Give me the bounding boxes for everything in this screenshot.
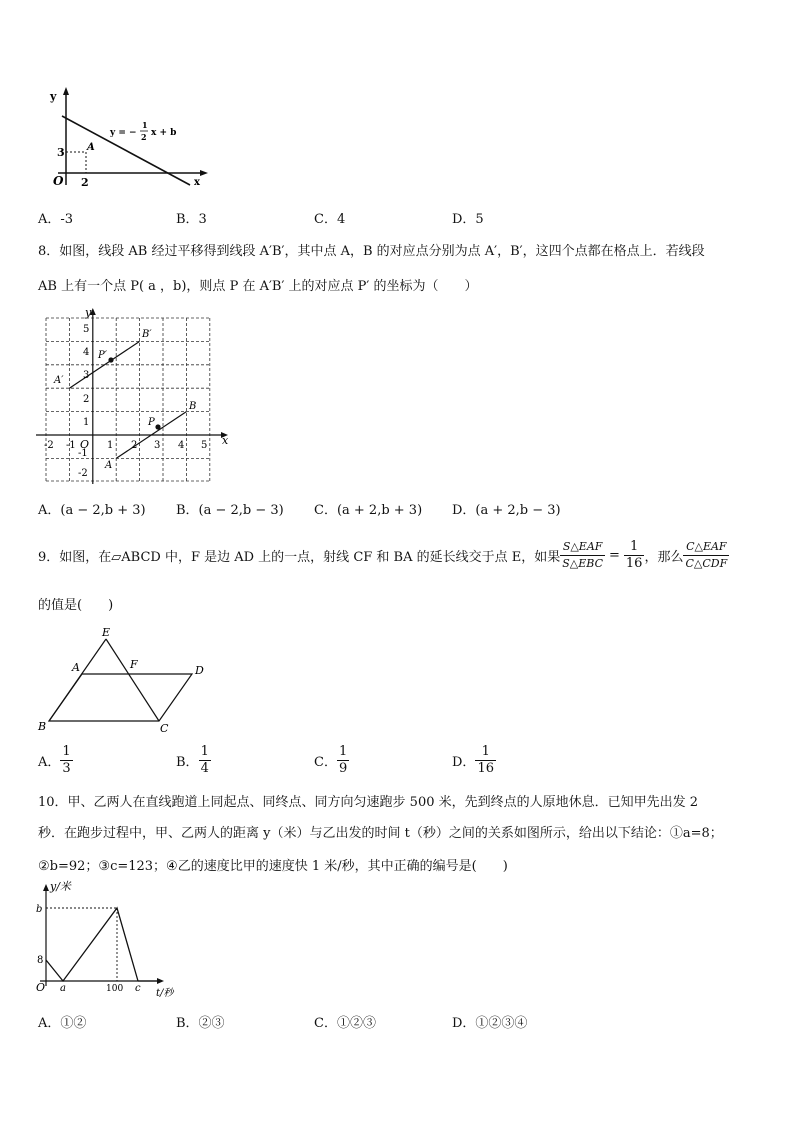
q10-option-a[interactable]: A．①② (38, 1016, 87, 1031)
q9-label-c: C (160, 722, 169, 735)
q7-tick-2: 2 (81, 176, 89, 189)
q10-origin-label: O (36, 981, 46, 994)
q8-x-tick: 3 (154, 440, 161, 451)
q7-eq-suffix: x + b (151, 128, 177, 138)
q8-option-b[interactable]: B．(a − 2,b − 3) (176, 503, 284, 518)
q8-option-c[interactable]: C．(a + 2,b + 3) (314, 503, 423, 518)
q9-option-b-num: 1 (200, 744, 209, 759)
q9-stem-text-b: ，那么 (644, 549, 684, 565)
q10-option-d[interactable]: D．①②③④ (452, 1016, 528, 1031)
q8-point-p-prime-label: P′ (98, 350, 107, 361)
q9-stem-line1 (38, 534, 729, 576)
q9-area-ratio-num: S△EAF (560, 539, 605, 556)
q8-option-a[interactable]: A．(a − 2,b + 3) (38, 503, 146, 518)
q9-option-b-fraction (199, 744, 211, 777)
q10-y-axis-label: y/米 (50, 880, 71, 893)
q10-c-label: c (135, 983, 141, 994)
q9-ratio-value-num: 1 (624, 539, 645, 556)
q8-y-tick: 4 (83, 347, 90, 358)
q8-stem-line2: AB 上有一个点 P( a ，b)，则点 P 在 A′B′ 上的对应点 P′ 的坐标为（ ） (38, 279, 478, 294)
q10-hundred-label: 100 (106, 984, 124, 994)
q8-x-tick: 2 (131, 440, 138, 451)
q10-eight-label: 8 (37, 955, 44, 966)
q10-distance-time-graph (34, 878, 184, 998)
q7-y-label: y (50, 90, 57, 103)
q9-option-b-label: B． (176, 755, 199, 770)
q9-parallelogram-figure (34, 624, 224, 736)
q8-y-tick: -2 (78, 468, 88, 479)
q9-stem-line2: 的值是( ) (38, 598, 114, 613)
q8-x-tick: 5 (201, 440, 208, 451)
q10-x-axis-label: t/秒 (156, 988, 174, 998)
q7-tick-3: 3 (57, 146, 65, 159)
q9-perimeter-ratio (683, 539, 729, 572)
q8-stem-line1: 8．如图，线段 AB 经过平移得到线段 A′B′，其中点 A，B 的对应点分别为点 A′，B′，这四个点都在格点上．若线段 (38, 244, 705, 259)
q7-eq-num: 1 (142, 120, 148, 130)
q10-b-label: b (36, 904, 43, 915)
q8-x-tick: 4 (178, 440, 185, 451)
q9-option-a-den: 3 (62, 761, 71, 776)
q8-point-a-label: A (105, 460, 113, 471)
q10-a-label: a (60, 983, 66, 994)
q8-x-tick: 1 (107, 440, 114, 451)
q7-option-b[interactable]: B．3 (176, 212, 207, 227)
q8-y-axis-label: y (85, 308, 92, 319)
q8-x-axis-label: x (222, 434, 229, 447)
q9-label-a: A (72, 661, 80, 674)
q9-option-d-fraction (475, 744, 496, 777)
q10-option-c[interactable]: C．①②③ (314, 1016, 376, 1031)
q8-origin-label: O (80, 438, 90, 451)
q8-point-a-prime-label: A′ (54, 375, 64, 386)
q8-x-tick: -2 (44, 440, 54, 451)
q9-option-d-num: 1 (475, 744, 496, 761)
q9-label-b: B (38, 720, 47, 733)
q9-option-c[interactable] (314, 744, 349, 777)
q9-ratio-value-den: 16 (625, 555, 643, 571)
q7-option-c[interactable]: C．4 (314, 212, 346, 227)
q8-point-b-label: B (189, 401, 197, 412)
q8-point-b-prime-label: B′ (142, 329, 152, 340)
q7-x-label: x (194, 177, 200, 188)
q9-perimeter-ratio-den: C△CDF (685, 556, 728, 570)
q7-line-graph (44, 86, 214, 190)
q9-perimeter-ratio-num: C△EAF (683, 539, 729, 556)
q9-area-ratio-den: S△EBC (562, 556, 603, 570)
q9-option-d[interactable] (452, 744, 496, 777)
q8-x-tick: -1 (66, 440, 76, 451)
q8-y-tick: 1 (83, 417, 90, 428)
q9-option-b-den: 4 (200, 761, 209, 776)
q9-option-a-num: 1 (62, 744, 71, 759)
q10-stem-line2: 秒．在跑步过程中，甲、乙两人的距离 y（米）与乙出发的时间 t（秒）之间的关系如图所示，给出以下结论：①a=8； (38, 826, 723, 841)
q9-stem-text-a: 9．如图，在▱ABCD 中，F 是边 AD 上的一点，射线 CF 和 BA 的延长线交于点 E，如果 (38, 549, 561, 565)
q7-option-a[interactable]: A．-3 (38, 212, 74, 227)
q9-option-c-den: 9 (338, 761, 348, 776)
q10-option-b[interactable]: B．②③ (176, 1016, 225, 1031)
q8-y-tick: 5 (83, 324, 90, 335)
q7-origin-label: O (53, 174, 64, 188)
q9-option-b[interactable] (176, 744, 211, 777)
q8-y-tick: 3 (83, 370, 90, 381)
q7-point-a-label: A (87, 142, 95, 153)
q9-label-e: E (102, 626, 111, 639)
q9-label-f: F (130, 658, 138, 671)
q9-ratio-value (624, 539, 645, 572)
q9-option-d-label: D． (452, 755, 476, 770)
q10-stem-line3: ②b=92；③c=123；④乙的速度比甲的速度快 1 米/秒，其中正确的编号是( ) (38, 859, 508, 874)
q9-option-d-den: 16 (477, 761, 494, 776)
q9-option-a-fraction (60, 744, 72, 777)
q9-option-c-num: 1 (338, 744, 348, 759)
q8-y-tick: 2 (83, 394, 90, 405)
q9-option-c-fraction (337, 744, 349, 777)
q7-eq-den: 2 (141, 132, 147, 142)
q9-area-ratio (560, 539, 605, 572)
q9-option-a[interactable] (38, 744, 73, 777)
q7-eq-prefix: y = − (110, 128, 137, 138)
q8-y-tick: -1 (78, 448, 88, 459)
q9-eq-sign: = (608, 547, 620, 563)
q9-label-d: D (195, 664, 204, 677)
q8-option-d[interactable]: D．(a + 2,b − 3) (452, 503, 561, 518)
q9-option-c-label: C． (314, 755, 337, 770)
q10-stem-line1: 10．甲、乙两人在直线跑道上同起点、同终点、同方向匀速跑步 500 米，先到终点的人原地休息．已知甲先出发 2 (38, 795, 699, 810)
q8-point-p-label: P (148, 417, 155, 428)
q7-option-d[interactable]: D．5 (452, 212, 484, 227)
q8-grid-figure (36, 308, 236, 484)
q9-option-a-label: A． (38, 755, 61, 770)
